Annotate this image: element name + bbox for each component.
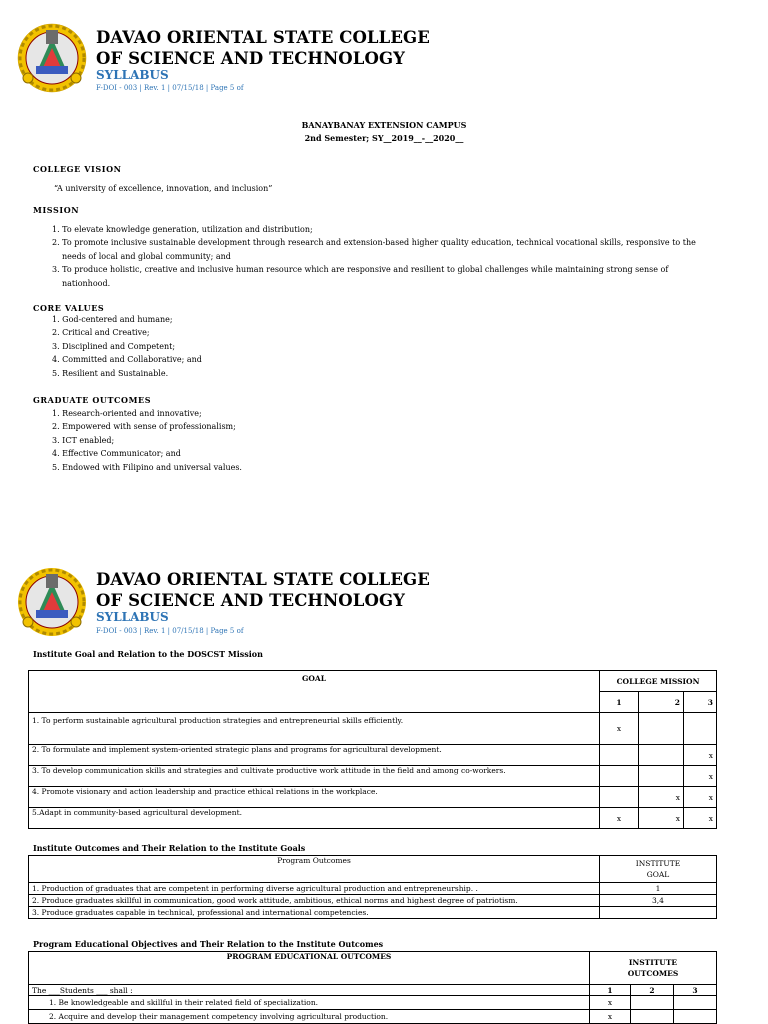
peo-mark xyxy=(631,1010,674,1024)
mission-mark: x xyxy=(684,808,717,829)
college-mission-header: COLLEGE MISSION xyxy=(600,671,717,692)
outcome-text: 2. Produce graduates skillful in communication, good work attitude, ambitious, ethical norms and highest degree of patriotism. xyxy=(29,895,600,907)
mission-item: 3. To produce holistic, creative and inclusive human resource which are responsive and resilient to global challenges while maintaining strong sense of xyxy=(52,265,669,275)
document-code: F-DOI - 003 | Rev. 1 | 07/15/18 | Page 5 of xyxy=(96,627,244,635)
outcome-goal: 3,4 xyxy=(600,895,717,907)
program-outcomes-header: Program Outcomes xyxy=(29,856,600,883)
mission-mark xyxy=(639,766,684,787)
goal-header: GOAL xyxy=(29,671,600,713)
institute-outcomes-table xyxy=(28,855,717,919)
mission-mark: x xyxy=(684,766,717,787)
institute-outcomes-header-line2: OUTCOMES xyxy=(627,969,679,978)
section-title-outcomes: Institute Outcomes and Their Relation to the Institute Goals xyxy=(33,843,306,853)
mission-col-1: 1 xyxy=(600,692,639,713)
core-value-item: 5. Resilient and Sustainable. xyxy=(52,368,169,378)
peo-text: 2. Acquire and develop their management competency involving agricultural production. xyxy=(29,1010,590,1024)
peo-mark: x xyxy=(590,1010,631,1024)
college-name-line1: DAVAO ORIENTAL STATE COLLEGE xyxy=(96,28,430,47)
core-value-item: 2. Critical and Creative; xyxy=(52,328,150,338)
outcome-col-1: 1 xyxy=(590,985,631,996)
mission-mark xyxy=(600,787,639,808)
table-row xyxy=(29,713,717,745)
college-name-line2: OF SCIENCE AND TECHNOLOGY xyxy=(96,49,406,68)
graduate-outcome-item: 4. Effective Communicator; and xyxy=(52,449,181,459)
institute-outcomes-header xyxy=(590,952,717,985)
institute-goal-header-line1: INSTITUTE xyxy=(635,859,681,868)
mission-mark xyxy=(684,713,717,745)
table-row xyxy=(29,895,717,907)
peo-mark: x xyxy=(590,996,631,1010)
institute-goal-header xyxy=(600,856,717,883)
table-row xyxy=(29,1010,717,1024)
table-row xyxy=(29,996,717,1010)
peo-header: PROGRAM EDUCATIONAL OUTCOMES xyxy=(29,952,590,985)
goal-text: 2. To formulate and implement system-oriented strategic plans and programs for agricultural development. xyxy=(29,745,600,766)
mission-item: 2. To promote inclusive sustainable development through research and extension-based higher quality education, technical vocational skills, responsive to the xyxy=(52,238,696,248)
goal-text: 3. To develop communication skills and strategies and cultivate productive work attitude in the field and among co-workers. xyxy=(29,766,600,787)
mission-item: 1. To elevate knowledge generation, utilization and distribution; xyxy=(52,225,313,234)
mission-heading: MISSION xyxy=(33,205,80,215)
mission-mark: x xyxy=(639,808,684,829)
graduate-outcome-item: 5. Endowed with Filipino and universal values. xyxy=(52,462,242,472)
semester-line: 2nd Semester; SY__2019__-__2020__ xyxy=(304,133,464,143)
college-seal-logo xyxy=(16,22,88,94)
syllabus-label: SYLLABUS xyxy=(96,68,169,82)
table-row xyxy=(29,907,717,919)
outcome-text: 1. Production of graduates that are competent in performing diverse agricultural production and entrepreneurship. . xyxy=(29,883,600,895)
core-values-heading: CORE VALUES xyxy=(33,303,105,313)
peo-mark xyxy=(674,1010,717,1024)
college-name-line2: OF SCIENCE AND TECHNOLOGY xyxy=(96,591,406,610)
graduate-outcome-item: 3. ICT enabled; xyxy=(52,435,115,445)
section-title-peo: Program Educational Objectives and Their Relation to the Institute Outcomes xyxy=(33,939,384,949)
peo-text: 1. Be knowledgeable and skillful in their related field of specialization. xyxy=(29,996,590,1010)
section-title-goal: Institute Goal and Relation to the DOSCST Mission xyxy=(33,649,263,659)
outcome-col-2: 2 xyxy=(631,985,674,996)
peo-mark xyxy=(674,996,717,1010)
goal-mission-table xyxy=(28,670,717,829)
mission-col-3: 3 xyxy=(684,692,717,713)
table-row xyxy=(29,808,717,829)
document-code: F-DOI - 003 | Rev. 1 | 07/15/18 | Page 5 of xyxy=(96,84,244,92)
peo-intro: The ___Students ___ shall : xyxy=(29,985,590,996)
graduate-outcome-item: 1. Research-oriented and innovative; xyxy=(52,409,202,418)
mission-mark xyxy=(639,713,684,745)
mission-mark: x xyxy=(684,787,717,808)
mission-mark xyxy=(600,745,639,766)
institute-outcomes-header-line1: INSTITUTE xyxy=(628,958,678,967)
core-value-item: 1. God-centered and humane; xyxy=(52,315,173,324)
core-value-item: 3. Disciplined and Competent; xyxy=(52,341,176,351)
mission-mark xyxy=(639,745,684,766)
table-row xyxy=(29,787,717,808)
institute-goal-header-line2: GOAL xyxy=(646,870,670,879)
mission-mark: x xyxy=(600,808,639,829)
outcome-text: 3. Produce graduates capable in technical, professional and international competencies. xyxy=(29,907,600,919)
graduate-outcomes-heading: GRADUATE OUTCOMES xyxy=(33,395,152,405)
outcome-goal xyxy=(600,907,717,919)
table-row xyxy=(29,745,717,766)
table-row xyxy=(29,766,717,787)
goal-text: 4. Promote visionary and action leadership and practice ethical relations in the workplace. xyxy=(29,787,600,808)
outcome-col-3: 3 xyxy=(674,985,717,996)
vision-text: “A university of excellence, innovation, and inclusion” xyxy=(54,184,273,193)
mission-item: needs of local and global community; and xyxy=(62,251,231,261)
college-name-line1: DAVAO ORIENTAL STATE COLLEGE xyxy=(96,570,430,589)
goal-text: 5.Adapt in community-based agricultural development. xyxy=(29,808,600,829)
graduate-outcome-item: 2. Empowered with sense of professionalism; xyxy=(52,422,236,432)
mission-item: nationhood. xyxy=(62,278,111,288)
peo-mark xyxy=(631,996,674,1010)
syllabus-label: SYLLABUS xyxy=(96,610,169,624)
mission-mark: x xyxy=(600,713,639,745)
core-value-item: 4. Committed and Collaborative; and xyxy=(52,355,202,365)
vision-heading: COLLEGE VISION xyxy=(33,164,122,174)
peo-table xyxy=(28,951,717,1024)
outcome-goal: 1 xyxy=(600,883,717,895)
college-seal-logo xyxy=(16,566,88,638)
mission-col-2: 2 xyxy=(639,692,684,713)
goal-text: 1. To perform sustainable agricultural production strategies and entrepreneurial skills efficiently. xyxy=(29,713,600,745)
table-row xyxy=(29,883,717,895)
mission-mark: x xyxy=(639,787,684,808)
mission-mark: x xyxy=(684,745,717,766)
mission-mark xyxy=(600,766,639,787)
campus-name: BANAYBANAY EXTENSION CAMPUS xyxy=(301,120,467,130)
